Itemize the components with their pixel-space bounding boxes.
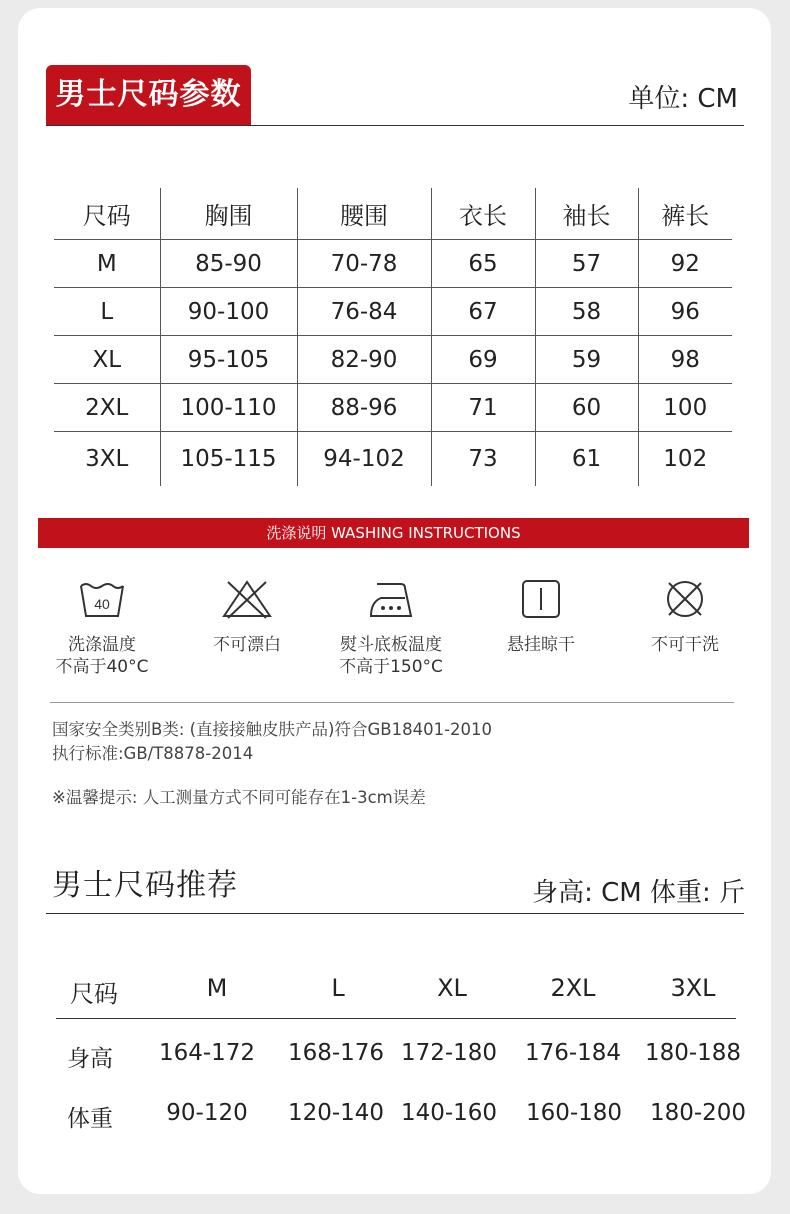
cell: 102 bbox=[638, 432, 732, 487]
wash-label bbox=[316, 634, 466, 678]
table-row bbox=[54, 240, 732, 288]
rec-weight-label: 体重 bbox=[67, 1106, 113, 1132]
size-table-header bbox=[54, 188, 732, 240]
hang-dry-icon bbox=[520, 578, 562, 620]
iron-icon bbox=[367, 578, 415, 620]
rec-height: 176-184 bbox=[524, 1040, 622, 1066]
rec-height: 164-172 bbox=[158, 1040, 256, 1066]
divider bbox=[50, 702, 734, 703]
table-row bbox=[54, 288, 732, 336]
rec-size: 3XL bbox=[670, 974, 716, 1002]
col-header-sleeve: 袖长 bbox=[535, 188, 638, 240]
safety-category-note: 国家安全类别B类: (直接接触皮肤产品)符合GB18401-2010 bbox=[52, 720, 493, 739]
cell: 100-110 bbox=[160, 384, 297, 432]
col-header-chest: 胸围 bbox=[160, 188, 297, 240]
rec-height: 168-176 bbox=[287, 1040, 385, 1066]
wash-item-no-dry-clean bbox=[610, 578, 760, 656]
measurement-tip: ※温馨提示: 人工测量方式不同可能存在1-3cm误差 bbox=[52, 788, 426, 807]
cell: 73 bbox=[431, 432, 535, 487]
size-recommend-unit: 身高: CM 体重: 斤 bbox=[532, 878, 745, 908]
size-table bbox=[54, 188, 732, 486]
cell: 100 bbox=[638, 384, 732, 432]
col-header-size: 尺码 bbox=[54, 188, 160, 240]
wash-label bbox=[172, 634, 322, 656]
table-row bbox=[54, 384, 732, 432]
divider bbox=[46, 125, 744, 126]
col-header-top-length: 衣长 bbox=[431, 188, 535, 240]
rec-weight: 160-180 bbox=[525, 1100, 623, 1126]
table-row bbox=[54, 432, 732, 487]
wash-label bbox=[610, 634, 760, 656]
cell: 95-105 bbox=[160, 336, 297, 384]
rec-header-label: 尺码 bbox=[70, 980, 118, 1008]
wash-item-iron bbox=[316, 578, 466, 678]
rec-size: M bbox=[206, 974, 228, 1002]
cell: 96 bbox=[638, 288, 732, 336]
wash-40-icon bbox=[78, 578, 126, 620]
cell: 60 bbox=[535, 384, 638, 432]
no-bleach-icon bbox=[220, 578, 274, 620]
rec-height-label: 身高 bbox=[67, 1046, 113, 1072]
rec-size: 2XL bbox=[550, 974, 596, 1002]
wash-label-line: 不可干洗 bbox=[651, 635, 719, 655]
rec-size: L bbox=[331, 974, 345, 1002]
col-header-waist: 腰围 bbox=[297, 188, 431, 240]
cell: L bbox=[54, 288, 160, 336]
cell: 88-96 bbox=[297, 384, 431, 432]
cell: 69 bbox=[431, 336, 535, 384]
wash-label bbox=[27, 634, 177, 678]
cell: 2XL bbox=[54, 384, 160, 432]
cell: 67 bbox=[431, 288, 535, 336]
size-params-unit: 单位: CM bbox=[628, 84, 738, 114]
washing-banner: 洗涤说明 WASHING INSTRUCTIONS bbox=[38, 518, 749, 548]
wash-label-line: 熨斗底板温度 bbox=[340, 635, 442, 655]
cell: 82-90 bbox=[297, 336, 431, 384]
wash-label-line: 不可漂白 bbox=[213, 635, 281, 655]
cell: 57 bbox=[535, 240, 638, 288]
cell: M bbox=[54, 240, 160, 288]
rec-weight: 140-160 bbox=[400, 1100, 498, 1126]
cell: 65 bbox=[431, 240, 535, 288]
cell: 3XL bbox=[85, 446, 129, 472]
wash-item-temperature bbox=[27, 578, 177, 678]
no-dry-clean-icon bbox=[664, 578, 706, 620]
wash-label bbox=[466, 634, 616, 656]
rec-height: 180-188 bbox=[644, 1040, 742, 1066]
cell: 61 bbox=[535, 432, 638, 487]
cell: 71 bbox=[431, 384, 535, 432]
rec-size: XL bbox=[437, 974, 467, 1002]
wash-label-line: 悬挂晾干 bbox=[507, 635, 575, 655]
divider bbox=[56, 1018, 736, 1019]
standard-note: 执行标准:GB/T8878-2014 bbox=[52, 744, 254, 763]
wash-item-hang-dry bbox=[466, 578, 616, 656]
cell: 94-102 bbox=[297, 432, 431, 487]
wash-temp-text: 40 bbox=[94, 596, 110, 612]
size-recommend-title: 男士尺码推荐 bbox=[52, 868, 238, 903]
cell: 98 bbox=[638, 336, 732, 384]
rec-weight: 180-200 bbox=[649, 1100, 747, 1126]
wash-label-line: 不高于150°C bbox=[339, 657, 443, 677]
cell: 70-78 bbox=[297, 240, 431, 288]
cell: 105-115 bbox=[160, 432, 297, 487]
rec-height: 172-180 bbox=[400, 1040, 498, 1066]
table-row bbox=[54, 336, 732, 384]
wash-label-line: 不高于40°C bbox=[55, 657, 149, 677]
rec-weight: 120-140 bbox=[287, 1100, 385, 1126]
cell: 92 bbox=[638, 240, 732, 288]
wash-label-line: 洗涤温度 bbox=[68, 635, 136, 655]
wash-item-no-bleach bbox=[172, 578, 322, 656]
cell: 76-84 bbox=[297, 288, 431, 336]
cell: 59 bbox=[535, 336, 638, 384]
rec-weight: 90-120 bbox=[166, 1100, 248, 1126]
cell: XL bbox=[54, 336, 160, 384]
size-params-title: 男士尺码参数 bbox=[46, 65, 251, 125]
cell: 85-90 bbox=[160, 240, 297, 288]
divider bbox=[46, 913, 744, 914]
col-header-pants-length: 裤长 bbox=[638, 188, 732, 240]
cell: 90-100 bbox=[160, 288, 297, 336]
cell: 58 bbox=[535, 288, 638, 336]
